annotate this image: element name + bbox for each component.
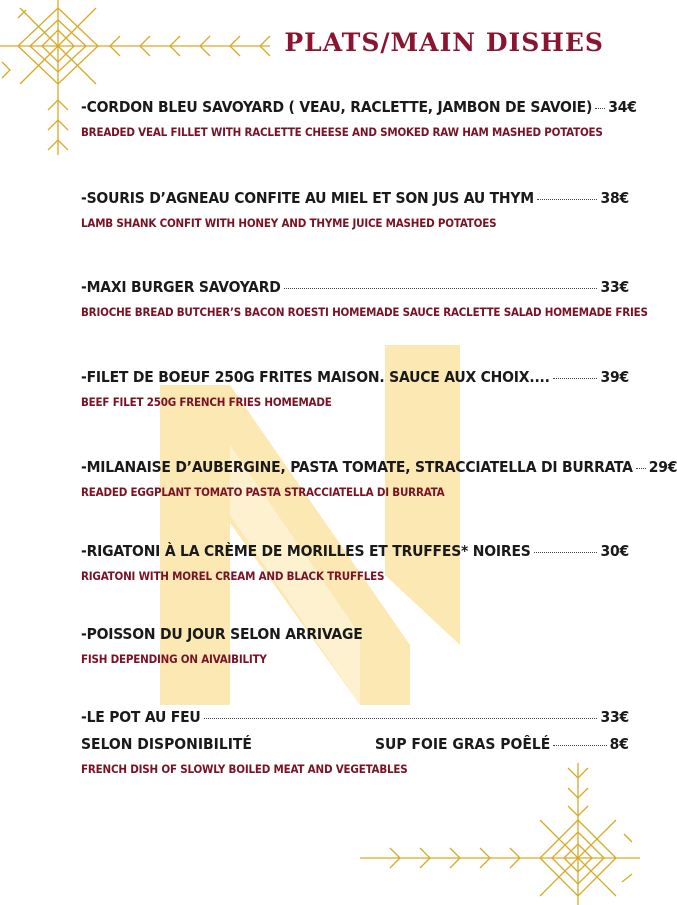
menu-item-extra-line [81, 735, 629, 753]
dish-name: -POISSON DU JOUR SELON ARRIVAGE [81, 625, 363, 643]
dish-name: -RIGATONI À LA CRÈME DE MORILLES ET TRUFFES* NOIRES [81, 542, 531, 560]
menu-item-line [81, 458, 677, 476]
menu-item [81, 278, 648, 319]
supplement-price: 8€ [609, 735, 629, 753]
dish-name: -CORDON BLEU SAVOYARD ( VEAU, RACLETTE, JAMBON DE SAVOIE) [81, 98, 593, 116]
menu-item [81, 625, 629, 666]
menu-item [81, 458, 677, 499]
dot-leader [595, 108, 605, 109]
bottom-right-ornament [360, 758, 640, 905]
page-title: PLATS/MAIN DISHES [284, 28, 604, 57]
menu-item [81, 189, 629, 230]
menu-item [81, 98, 637, 139]
dish-price: 33€ [600, 278, 629, 296]
dish-name: -MILANAISE D’AUBERGINE, PASTA TOMATE, STRACCIATELLA DI BURRATA [81, 458, 633, 476]
dish-name: -FILET DE BOEUF 250G FRITES MAISON. SAUCE AUX CHOIX.... [81, 368, 550, 386]
dish-price: 38€ [600, 189, 629, 207]
dish-description: BEEF FILET 250G FRENCH FRIES HOMEMADE [81, 395, 332, 409]
dish-price: 30€ [600, 542, 629, 560]
dish-price: 33€ [600, 708, 629, 726]
dish-name: -SOURIS D’AGNEAU CONFITE AU MIEL ET SON JUS AU THYM [81, 189, 534, 207]
menu-item-line [81, 708, 629, 726]
supplement-label: SUP FOIE GRAS POÊLÉ [375, 735, 551, 753]
dot-leader [636, 468, 646, 469]
dish-description: RIGATONI WITH MOREL CREAM AND BLACK TRUFFLES [81, 569, 385, 583]
dish-description: BREADED VEAL FILLET WITH RACLETTE CHEESE AND SMOKED RAW HAM MASHED POTATOES [81, 125, 603, 139]
dish-price: 29€ [648, 458, 677, 476]
dish-description: FISH DEPENDING ON AIVAIBILITY [81, 652, 267, 666]
dish-price: 39€ [600, 368, 629, 386]
dot-leader [553, 378, 598, 379]
dish-description: LAMB SHANK CONFIT WITH HONEY AND THYME JUICE MASHED POTATOES [81, 216, 497, 230]
dish-name: -MAXI BURGER SAVOYARD [81, 278, 281, 296]
menu-item [81, 708, 629, 776]
menu-item [81, 542, 629, 583]
menu-item-line [81, 278, 629, 296]
availability-note: SELON DISPONIBILITÉ [81, 735, 252, 753]
dot-leader [537, 199, 598, 200]
menu-item [81, 368, 629, 409]
dot-leader [553, 745, 606, 746]
menu-item-line [81, 189, 629, 207]
dish-price: 34€ [608, 98, 637, 116]
menu-item-line [81, 98, 637, 116]
dish-description: READED EGGPLANT TOMATO PASTA STRACCIATELLA DI BURRATA [81, 485, 445, 499]
supplement [375, 735, 629, 753]
menu-item-line [81, 368, 629, 386]
menu-item-line [81, 542, 629, 560]
dot-leader [534, 552, 598, 553]
dish-description: FRENCH DISH OF SLOWLY BOILED MEAT AND VEGETABLES [81, 762, 408, 776]
menu-item-line [81, 625, 629, 643]
dot-leader [284, 288, 598, 289]
dish-name: -LE POT AU FEU [81, 708, 201, 726]
dot-leader [204, 718, 598, 719]
dish-description: BRIOCHE BREAD BUTCHER’S BACON ROESTI HOMEMADE SAUCE RACLETTE SALAD HOMEMADE FRIES [81, 305, 648, 319]
